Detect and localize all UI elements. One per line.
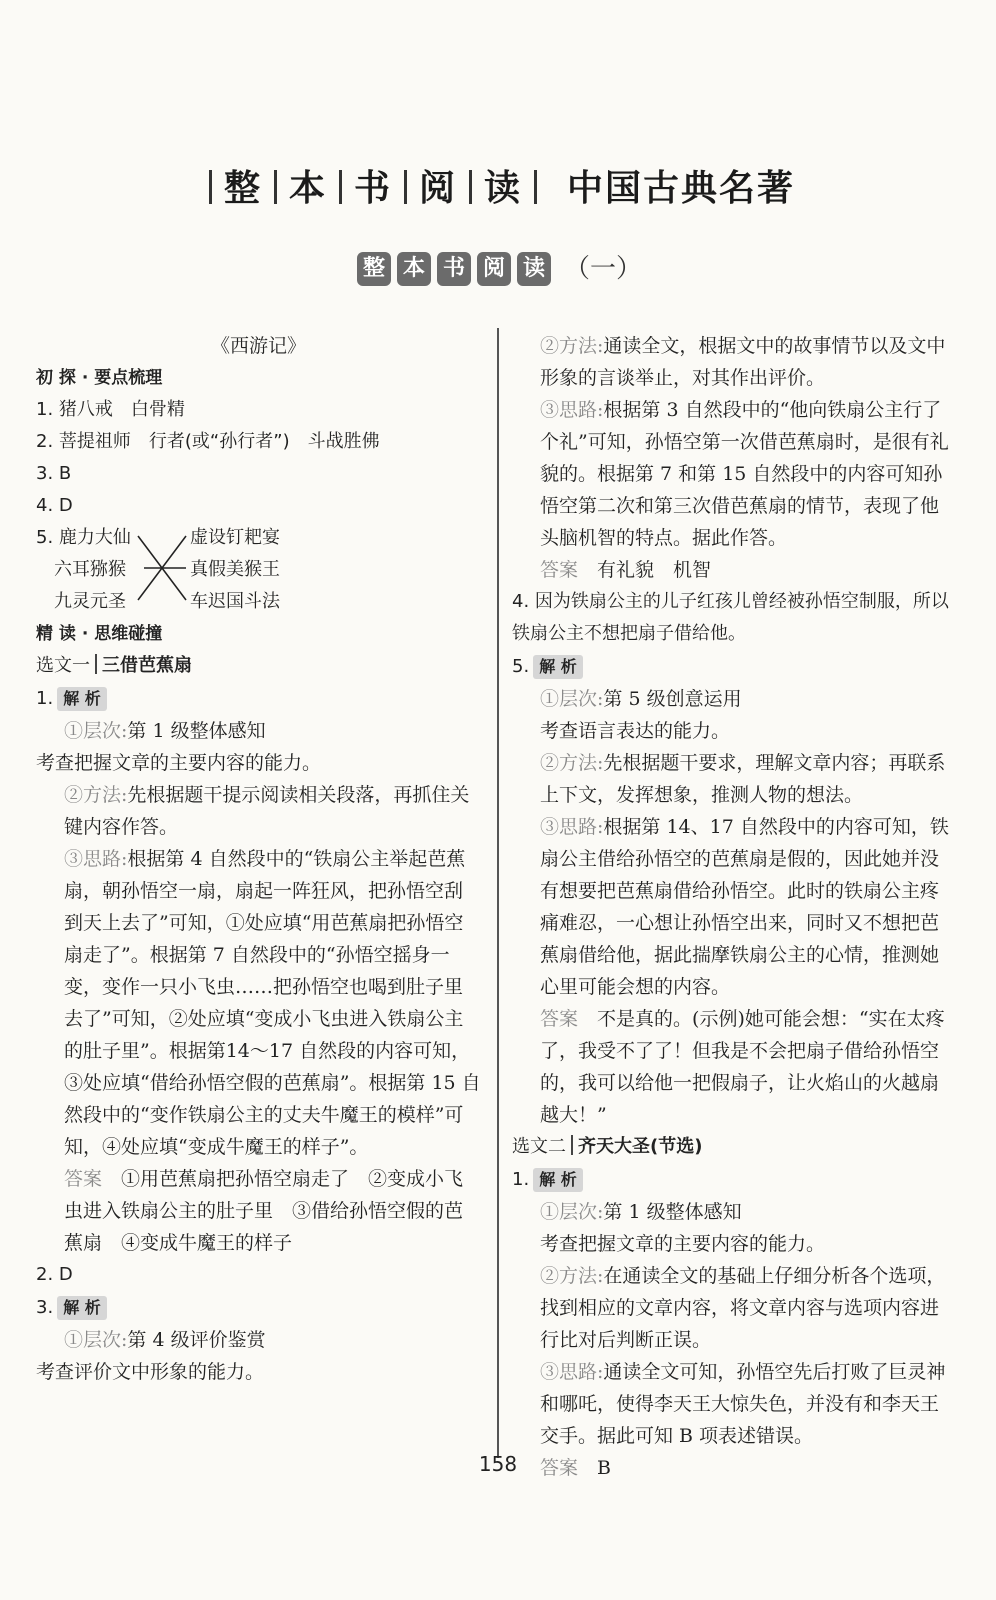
step-text: 考查语言表达的能力。 [540, 720, 731, 742]
step-label: ①层次: [540, 1201, 604, 1223]
step-text: 通读全文可知，孙悟空先后打败了巨灵神和哪吒，使得李天王大惊失色，并没有和李天王交手。据此可知 B 项表述错误。 [540, 1361, 946, 1447]
answer-label: 答案 [540, 1457, 579, 1479]
step-text: 考查把握文章的主要内容的能力。 [36, 752, 322, 774]
excerpt-label: 选文二 [512, 1136, 566, 1157]
step-label: ②方法: [540, 335, 604, 357]
subtitle-paren: （一） [563, 254, 642, 284]
step-text: 根据第 14、17 自然段中的内容可知，铁扇公主借给孙悟空的芭蕉扇是假的，因此她并没有想要把芭蕉扇借给孙悟空。此时的铁扇公主疼痛难忍，一心想让孙悟空出来，同时又不想把芭蕉扇借给他，据此揣摩铁扇公主的心情，推测她心里可能会想的内容。 [540, 816, 949, 998]
answer-label: 答案 [64, 1168, 103, 1190]
title-divider [404, 170, 407, 204]
step-text: 第 5 级创意运用 [603, 688, 742, 710]
excerpt-label: 选文一 [36, 655, 90, 676]
section-heading: 初 探 · 要点梳理 [36, 368, 163, 388]
match-right: 真假美猴王 [190, 559, 280, 580]
page-title [0, 160, 996, 211]
match-left: 5. 鹿力大仙 [36, 527, 131, 548]
title-divider [469, 170, 472, 204]
title-divider [534, 170, 537, 204]
book-title: 《西游记》 [210, 335, 306, 357]
match-left: 九灵元圣 [54, 591, 126, 612]
step-label: ②方法: [540, 752, 604, 774]
answer-line: 2. 菩提祖师 行者(或“孙行者”) 斗战胜佛 [36, 431, 380, 452]
answer-text: ①用芭蕉扇把孙悟空扇走了 ②变成小飞虫进入铁扇公主的肚子里 ③借给孙悟空假的芭蕉扇 ④变成牛魔王的样子 [64, 1168, 464, 1254]
step-text: 考查把握文章的主要内容的能力。 [540, 1233, 826, 1255]
step-text: 第 1 级整体感知 [127, 720, 266, 742]
answer-text: 不是真的。(示例)她可能会想：“实在太疼了，我受不了了！但我是不会把扇子借给孙悟空的，我可以给他一把假扇子，让火焰山的火越扇越大！” [540, 1008, 945, 1126]
section-subtitle [0, 248, 996, 286]
step-text: 在通读全文的基础上仔细分析各个选项，找到相应的文章内容，将文章内容与选项内容进行比对后判断正误。 [540, 1265, 946, 1351]
match-right: 车迟国斗法 [190, 591, 280, 612]
step-label: ①层次: [64, 720, 128, 742]
step-label: ③思路: [540, 399, 604, 421]
step-text: 第 1 级整体感知 [603, 1201, 742, 1223]
analysis-tag: 解 析 [533, 655, 583, 679]
match-lines [36, 522, 196, 618]
match-right: 虚设钉耙宴 [190, 527, 280, 548]
answer-label: 答案 [540, 1008, 579, 1030]
question-number: 1. [512, 1169, 530, 1190]
title-char: 读 [484, 168, 523, 209]
answer-text: 有礼貌 机智 [597, 559, 712, 581]
title-divider [209, 170, 212, 204]
title-char: 本 [288, 168, 327, 209]
answer-text: B [597, 1457, 611, 1479]
title-rest: 中国古典名著 [567, 168, 796, 209]
answer-line: 1. 猪八戒 白骨精 [36, 399, 185, 420]
title-char: 整 [223, 168, 262, 209]
right-column [512, 330, 952, 1484]
question-number: 1. [36, 688, 54, 709]
answer-line: 4. 因为铁扇公主的儿子红孩儿曾经被孙悟空制服，所以铁扇公主不想把扇子借给他。 [512, 591, 949, 644]
column-divider [497, 328, 499, 1458]
step-text: 根据第 4 自然段中的“铁扇公主举起芭蕉扇，朝孙悟空一扇，扇起一阵狂风，把孙悟空刮到天上去了”可知，①处应填“用芭蕉扇把孙悟空扇走了”。根据第 7 自然段中的“孙悟空摇身一变，变作一只小飞虫……把孙悟空也喝到肚子里去了”可知，②处应填“变成小飞虫进入铁扇公主的肚子里”。根据第14～17 自然段的内容可知，③处应填“借给孙悟空假的芭蕉扇”。根据第 15 自然段中的“变作铁扇公主的丈夫牛魔王的模样”可知，④处应填“变成牛魔王的样子”。 [64, 848, 481, 1158]
subtitle-char: 阅 [477, 252, 511, 286]
subtitle-char: 读 [517, 252, 551, 286]
step-label: ②方法: [64, 784, 128, 806]
step-label: ③思路: [64, 848, 128, 870]
subtitle-char: 书 [437, 252, 471, 286]
step-label: ①层次: [540, 688, 604, 710]
title-divider [339, 170, 342, 204]
step-text: 通读全文，根据文中的故事情节以及文中形象的言谈举止，对其作出评价。 [540, 335, 946, 389]
question-number: 3. [36, 1297, 54, 1318]
excerpt-title: 齐天大圣(节选) [578, 1136, 703, 1157]
match-left: 六耳猕猴 [54, 559, 126, 580]
excerpt-heading [36, 650, 481, 682]
step-text: 先根据题干要求，理解文章内容；再联系上下文，发挥想象，推测人物的想法。 [540, 752, 946, 806]
answer-line: 3. B [36, 463, 72, 484]
analysis-tag: 解 析 [57, 1296, 107, 1320]
left-column [36, 330, 481, 1388]
excerpt-heading [512, 1131, 952, 1163]
answer-line: 2. D [36, 1264, 73, 1285]
step-label: ②方法: [540, 1265, 604, 1287]
step-label: ①层次: [64, 1329, 128, 1351]
step-text: 第 4 级评价鉴赏 [127, 1329, 266, 1351]
subtitle-char: 本 [397, 252, 431, 286]
title-char: 书 [353, 168, 392, 209]
title-char: 阅 [419, 168, 458, 209]
answer-label: 答案 [540, 559, 579, 581]
matching-diagram [36, 522, 481, 618]
subtitle-char: 整 [357, 252, 391, 286]
answer-line: 4. D [36, 495, 73, 516]
excerpt-title: 三借芭蕉扇 [102, 655, 192, 676]
analysis-tag: 解 析 [533, 1168, 583, 1192]
step-text: 根据第 3 自然段中的“他向铁扇公主行了个礼”可知，孙悟空第一次借芭蕉扇时，是很有礼貌的。根据第 7 和第 15 自然段中的内容可知孙悟空第二次和第三次借芭蕉扇的情节，表现了他头脑机智的特点。据此作答。 [540, 399, 949, 549]
analysis-tag: 解 析 [57, 687, 107, 711]
step-text: 先根据题干提示阅读相关段落，再抓住关键内容作答。 [64, 784, 470, 838]
title-divider [274, 170, 277, 204]
page-number: 158 [478, 1452, 518, 1476]
step-text: 考查评价文中形象的能力。 [36, 1361, 265, 1383]
question-number: 5. [512, 656, 530, 677]
step-label: ③思路: [540, 816, 604, 838]
step-label: ③思路: [540, 1361, 604, 1383]
section-heading: 精 读 · 思维碰撞 [36, 624, 163, 644]
